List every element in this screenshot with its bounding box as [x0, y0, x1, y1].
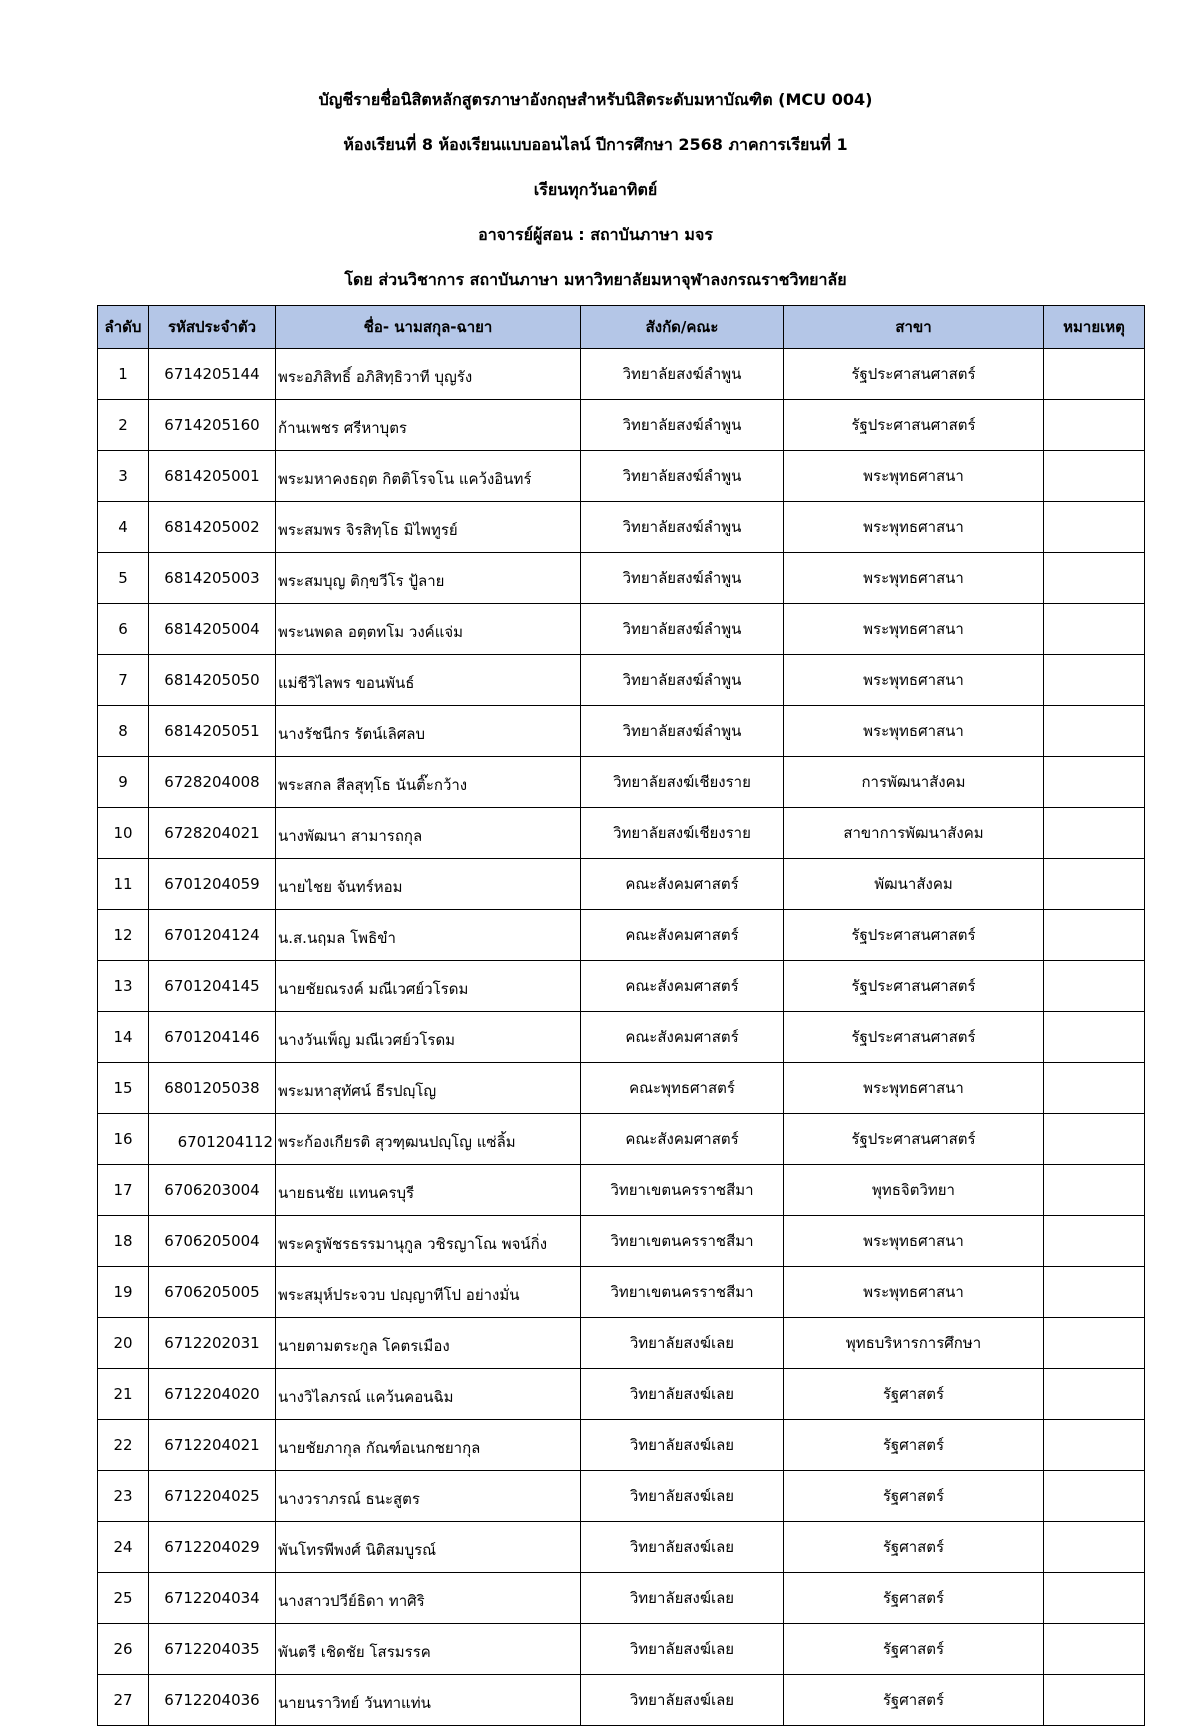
student-major: พระพุทธศาสนา	[784, 502, 1044, 553]
table-row	[98, 1675, 1145, 1726]
student-faculty: วิทยาลัยสงฆ์เชียงราย	[581, 808, 784, 859]
student-name: พระมหาสุทัศน์ ธีรปญฺโญ	[276, 1063, 581, 1114]
instructor-info: อาจารย์ผู้สอน : สถาบันภาษา มจร	[478, 225, 713, 244]
student-note	[1044, 1318, 1145, 1369]
student-faculty: วิทยาลัยสงฆ์ลำพูน	[581, 502, 784, 553]
student-id: 6706205004	[149, 1216, 276, 1267]
student-name: นางพัฒนา สามารถกุล	[276, 808, 581, 859]
student-faculty: วิทยาลัยสงฆ์ลำพูน	[581, 655, 784, 706]
student-note	[1044, 1114, 1145, 1165]
student-note	[1044, 910, 1145, 961]
student-name: นายตามตระกูล โคตรเมือง	[276, 1318, 581, 1369]
student-faculty: วิทยาเขตนครราชสีมา	[581, 1267, 784, 1318]
student-id: 6701204124	[149, 910, 276, 961]
student-name: ก้านเพชร ศรีหาบุตร	[276, 400, 581, 451]
table-row	[98, 1318, 1145, 1369]
row-number: 24	[98, 1522, 149, 1573]
student-major: พระพุทธศาสนา	[784, 655, 1044, 706]
student-note	[1044, 1369, 1145, 1420]
table-row	[98, 757, 1145, 808]
student-faculty: คณะสังคมศาสตร์	[581, 910, 784, 961]
student-faculty: วิทยาลัยสงฆ์เลย	[581, 1573, 784, 1624]
student-name: พันตรี เชิดชัย โสรมรรค	[276, 1624, 581, 1675]
student-note	[1044, 1420, 1145, 1471]
table-row	[98, 1522, 1145, 1573]
row-number: 19	[98, 1267, 149, 1318]
student-note	[1044, 1471, 1145, 1522]
row-number: 9	[98, 757, 149, 808]
student-id: 6814205004	[149, 604, 276, 655]
row-number: 20	[98, 1318, 149, 1369]
student-faculty: คณะพุทธศาสตร์	[581, 1063, 784, 1114]
student-major: รัฐประศาสนศาสตร์	[784, 1114, 1044, 1165]
student-name: นายธนชัย แทนครบุรี	[276, 1165, 581, 1216]
row-number: 26	[98, 1624, 149, 1675]
student-faculty: คณะสังคมศาสตร์	[581, 1114, 784, 1165]
table-row	[98, 349, 1145, 400]
student-id: 6701204146	[149, 1012, 276, 1063]
table-row	[98, 1624, 1145, 1675]
table-row	[98, 553, 1145, 604]
classroom-info: ห้องเรียนที่ 8 ห้องเรียนแบบออนไลน์ ปีการศึกษา 2568 ภาคการเรียนที่ 1	[343, 135, 848, 154]
table-row	[98, 1267, 1145, 1318]
student-note	[1044, 1165, 1145, 1216]
student-name: พระอภิสิทธิ์ อภิสิทฺธิวาที บุญรัง	[276, 349, 581, 400]
row-number: 4	[98, 502, 149, 553]
row-number: 18	[98, 1216, 149, 1267]
table-row	[98, 961, 1145, 1012]
student-faculty: วิทยาลัยสงฆ์ลำพูน	[581, 706, 784, 757]
student-note	[1044, 706, 1145, 757]
student-note	[1044, 502, 1145, 553]
student-faculty: วิทยาลัยสงฆ์เชียงราย	[581, 757, 784, 808]
student-faculty: วิทยาลัยสงฆ์เลย	[581, 1369, 784, 1420]
student-id: 6701204059	[149, 859, 276, 910]
student-note	[1044, 1624, 1145, 1675]
student-name: พระสมุห์ประจวบ ปญฺญาทีโป อย่างมั่น	[276, 1267, 581, 1318]
student-id: 6814205001	[149, 451, 276, 502]
table-row	[98, 451, 1145, 502]
student-major: พระพุทธศาสนา	[784, 451, 1044, 502]
student-faculty: วิทยาลัยสงฆ์ลำพูน	[581, 400, 784, 451]
student-major: รัฐศาสตร์	[784, 1369, 1044, 1420]
student-id: 6712204036	[149, 1675, 276, 1726]
row-number: 2	[98, 400, 149, 451]
student-faculty: วิทยาลัยสงฆ์เลย	[581, 1318, 784, 1369]
student-id: 6712204020	[149, 1369, 276, 1420]
student-major: สาขาการพัฒนาสังคม	[784, 808, 1044, 859]
student-major: พุทธจิตวิทยา	[784, 1165, 1044, 1216]
student-id: 6712204029	[149, 1522, 276, 1573]
row-number: 10	[98, 808, 149, 859]
student-faculty: วิทยาลัยสงฆ์เลย	[581, 1522, 784, 1573]
student-id: 6728204008	[149, 757, 276, 808]
student-major: รัฐศาสตร์	[784, 1624, 1044, 1675]
student-name: พระสกล สีลสุทฺโธ นันติ๊ะกว้าง	[276, 757, 581, 808]
table-row	[98, 706, 1145, 757]
student-id: 6714205144	[149, 349, 276, 400]
column-header-faculty: สังกัด/คณะ	[581, 306, 784, 349]
student-note	[1044, 1063, 1145, 1114]
row-number: 1	[98, 349, 149, 400]
student-major: พัฒนาสังคม	[784, 859, 1044, 910]
student-major: พระพุทธศาสนา	[784, 604, 1044, 655]
student-note	[1044, 553, 1145, 604]
student-faculty: คณะสังคมศาสตร์	[581, 1012, 784, 1063]
student-faculty: วิทยาลัยสงฆ์ลำพูน	[581, 349, 784, 400]
student-name: พันโทรพีพงศ์ นิติสมบูรณ์	[276, 1522, 581, 1573]
student-name: นายชัยภากุล กัณฑ์อเนกชยากุล	[276, 1420, 581, 1471]
student-major: รัฐศาสตร์	[784, 1522, 1044, 1573]
student-note	[1044, 808, 1145, 859]
student-major: รัฐศาสตร์	[784, 1675, 1044, 1726]
row-number: 21	[98, 1369, 149, 1420]
student-id: 6814205003	[149, 553, 276, 604]
student-id: 6814205051	[149, 706, 276, 757]
student-faculty: วิทยาลัยสงฆ์ลำพูน	[581, 604, 784, 655]
student-id: 6714205160	[149, 400, 276, 451]
student-id: 6814205002	[149, 502, 276, 553]
student-major: รัฐศาสตร์	[784, 1471, 1044, 1522]
table-row	[98, 655, 1145, 706]
row-number: 14	[98, 1012, 149, 1063]
student-major: พระพุทธศาสนา	[784, 553, 1044, 604]
student-name: นางสาวปวีย์ธิดา ทาศิริ	[276, 1573, 581, 1624]
student-name: พระครูพัชรธรรมานุกูล วชิรญาโณ พจน์กิ่ง	[276, 1216, 581, 1267]
student-major: พระพุทธศาสนา	[784, 1063, 1044, 1114]
student-major: รัฐประศาสนศาสตร์	[784, 961, 1044, 1012]
student-faculty: วิทยาเขตนครราชสีมา	[581, 1165, 784, 1216]
student-major: การพัฒนาสังคม	[784, 757, 1044, 808]
schedule-info: เรียนทุกวันอาทิตย์	[533, 180, 658, 199]
student-id: 6801205038	[149, 1063, 276, 1114]
row-number: 23	[98, 1471, 149, 1522]
table-row	[98, 400, 1145, 451]
student-name: นางรัชนีกร รัตน์เลิศลบ	[276, 706, 581, 757]
table-row	[98, 604, 1145, 655]
student-id: 6728204021	[149, 808, 276, 859]
table-row	[98, 1063, 1145, 1114]
student-major: รัฐศาสตร์	[784, 1573, 1044, 1624]
student-note	[1044, 859, 1145, 910]
column-header-name: ชื่อ- นามสกุล-ฉายา	[276, 306, 581, 349]
student-note	[1044, 1267, 1145, 1318]
row-number: 6	[98, 604, 149, 655]
table-row	[98, 502, 1145, 553]
table-row	[98, 1471, 1145, 1522]
student-faculty: วิทยาลัยสงฆ์ลำพูน	[581, 553, 784, 604]
student-faculty: คณะสังคมศาสตร์	[581, 961, 784, 1012]
table-row	[98, 1114, 1145, 1165]
table-row	[98, 808, 1145, 859]
row-number: 11	[98, 859, 149, 910]
student-name: พระมหาคงธฤต กิตติโรจโน แคว้งอินทร์	[276, 451, 581, 502]
student-note	[1044, 451, 1145, 502]
row-number: 15	[98, 1063, 149, 1114]
student-id: 6706205005	[149, 1267, 276, 1318]
row-number: 12	[98, 910, 149, 961]
student-faculty: คณะสังคมศาสตร์	[581, 859, 784, 910]
organizer-info: โดย ส่วนวิชาการ สถาบันภาษา มหาวิทยาลัยมหาจุฬาลงกรณราชวิทยาลัย	[344, 270, 847, 289]
table-row	[98, 1420, 1145, 1471]
table-row	[98, 910, 1145, 961]
student-note	[1044, 1522, 1145, 1573]
student-name: นางวันเพ็ญ มณีเวศย์วโรดม	[276, 1012, 581, 1063]
row-number: 8	[98, 706, 149, 757]
student-faculty: วิทยาลัยสงฆ์เลย	[581, 1624, 784, 1675]
student-note	[1044, 1675, 1145, 1726]
student-id: 6712204025	[149, 1471, 276, 1522]
student-name: พระก้องเกียรติ สุวฑฺฒนปญฺโญ แซ่ลิ้ม	[276, 1114, 581, 1165]
column-header-no: ลำดับ	[98, 306, 149, 349]
row-number: 3	[98, 451, 149, 502]
student-major: รัฐประศาสนศาสตร์	[784, 400, 1044, 451]
table-row	[98, 1573, 1145, 1624]
student-id: 6712204021	[149, 1420, 276, 1471]
student-note	[1044, 1216, 1145, 1267]
student-note	[1044, 1573, 1145, 1624]
student-major: พระพุทธศาสนา	[784, 1267, 1044, 1318]
column-header-major: สาขา	[784, 306, 1044, 349]
student-name: แม่ชีวิไลพร ขอนพันธ์	[276, 655, 581, 706]
student-name: นายไชย จันทร์หอม	[276, 859, 581, 910]
student-id: 6706203004	[149, 1165, 276, 1216]
student-name: นางวิไลภรณ์ แคว้นคอนฉิม	[276, 1369, 581, 1420]
table-body	[98, 349, 1145, 1726]
student-note	[1044, 349, 1145, 400]
row-number: 5	[98, 553, 149, 604]
student-major: รัฐประศาสนศาสตร์	[784, 349, 1044, 400]
document-title: บัญชีรายชื่อนิสิตหลักสูตรภาษาอังกฤษสำหรับนิสิตระดับมหาบัณฑิต (MCU 004)	[318, 90, 873, 109]
table-row	[98, 1165, 1145, 1216]
student-name: นายนราวิทย์ วันทาแท่น	[276, 1675, 581, 1726]
student-id: 6712202031	[149, 1318, 276, 1369]
student-faculty: วิทยาเขตนครราชสีมา	[581, 1216, 784, 1267]
student-note	[1044, 400, 1145, 451]
student-faculty: วิทยาลัยสงฆ์เลย	[581, 1675, 784, 1726]
student-note	[1044, 961, 1145, 1012]
row-number: 17	[98, 1165, 149, 1216]
table-row	[98, 1216, 1145, 1267]
student-note	[1044, 604, 1145, 655]
student-faculty: วิทยาลัยสงฆ์เลย	[581, 1471, 784, 1522]
student-major: พระพุทธศาสนา	[784, 706, 1044, 757]
column-header-id: รหัสประจำตัว	[149, 306, 276, 349]
student-name: นางวราภรณ์ ธนะสูตร	[276, 1471, 581, 1522]
row-number: 7	[98, 655, 149, 706]
student-major: รัฐประศาสนศาสตร์	[784, 1012, 1044, 1063]
table-header-row	[98, 306, 1145, 349]
student-name: นายชัยณรงค์ มณีเวศย์วโรดม	[276, 961, 581, 1012]
student-roster-table	[97, 305, 1145, 1726]
student-id: 6814205050	[149, 655, 276, 706]
student-id: 6701204145	[149, 961, 276, 1012]
student-note	[1044, 655, 1145, 706]
student-major: รัฐประศาสนศาสตร์	[784, 910, 1044, 961]
student-faculty: วิทยาลัยสงฆ์เลย	[581, 1420, 784, 1471]
row-number: 16	[98, 1114, 149, 1165]
row-number: 22	[98, 1420, 149, 1471]
student-id: 6712204034	[149, 1573, 276, 1624]
table-row	[98, 1012, 1145, 1063]
student-faculty: วิทยาลัยสงฆ์ลำพูน	[581, 451, 784, 502]
student-id: 6712204035	[149, 1624, 276, 1675]
student-major: พุทธบริหารการศึกษา	[784, 1318, 1044, 1369]
student-note	[1044, 1012, 1145, 1063]
student-name: พระสมพร จิรสิทฺโธ มิไพทูรย์	[276, 502, 581, 553]
student-name: พระสมบุญ ติกฺขวีโร ปู้ลาย	[276, 553, 581, 604]
student-name: พระนพดล อตฺตทโม วงค์แจ่ม	[276, 604, 581, 655]
row-number: 27	[98, 1675, 149, 1726]
row-number: 13	[98, 961, 149, 1012]
student-note	[1044, 757, 1145, 808]
student-id: 6701204112	[149, 1114, 276, 1165]
table-row	[98, 859, 1145, 910]
student-major: รัฐศาสตร์	[784, 1420, 1044, 1471]
table-row	[98, 1369, 1145, 1420]
student-name: น.ส.นฤมล โพธิขำ	[276, 910, 581, 961]
column-header-note: หมายเหตุ	[1044, 306, 1145, 349]
student-major: พระพุทธศาสนา	[784, 1216, 1044, 1267]
row-number: 25	[98, 1573, 149, 1624]
